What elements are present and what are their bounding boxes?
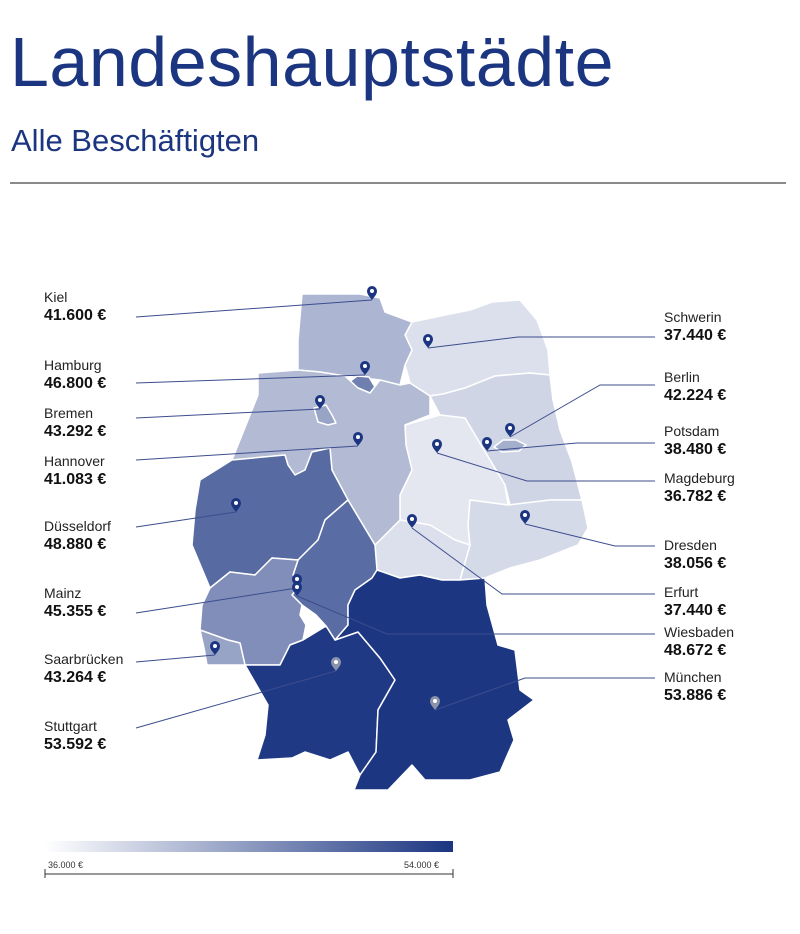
city-label-hannover: [44, 452, 194, 489]
city-value: 37.440 €: [664, 602, 727, 619]
city-name: Hamburg: [44, 357, 102, 373]
city-name: Stuttgart: [44, 718, 97, 734]
map-regions: [192, 294, 588, 790]
city-name: Hannover: [44, 453, 105, 469]
city-label-potsdam: [664, 422, 800, 459]
city-name: Dresden: [664, 537, 717, 553]
city-label-erfurt: [664, 583, 800, 620]
city-label-mainz: [44, 584, 194, 621]
city-name: Erfurt: [664, 584, 699, 600]
city-name: Potsdam: [664, 423, 720, 439]
city-value: 41.083 €: [44, 471, 107, 488]
city-value: 53.592 €: [44, 736, 107, 753]
city-name: Kiel: [44, 289, 68, 305]
city-label-dresden: [664, 536, 800, 573]
city-label-magdeburg: [664, 469, 800, 506]
city-name: Bremen: [44, 405, 94, 421]
city-value: 45.355 €: [44, 603, 107, 620]
city-label-schwerin: [664, 308, 800, 345]
city-label-muenchen: [664, 668, 800, 705]
city-label-kiel: [44, 288, 194, 325]
city-label-saarbruecken: [44, 650, 194, 687]
city-value: 42.224 €: [664, 387, 727, 404]
city-name: Mainz: [44, 585, 82, 601]
city-name: Wiesbaden: [664, 624, 735, 640]
city-label-hamburg: [44, 356, 194, 393]
city-name: Schwerin: [664, 309, 722, 325]
city-label-stuttgart: [44, 717, 194, 754]
legend-max-label: 54.000 €: [404, 860, 440, 870]
city-value: 43.292 €: [44, 423, 107, 440]
city-value: 36.782 €: [664, 488, 727, 505]
legend-min-label: 36.000 €: [48, 860, 84, 870]
city-name: München: [664, 669, 722, 685]
city-value: 41.600 €: [44, 307, 107, 324]
city-name: Düsseldorf: [44, 518, 111, 534]
city-label-duesseldorf: [44, 517, 194, 554]
city-value: 38.056 €: [664, 555, 727, 572]
city-value: 53.886 €: [664, 687, 727, 704]
city-name: Berlin: [664, 369, 700, 385]
page-subtitle: Alle Beschäftigten: [11, 123, 260, 158]
city-value: 38.480 €: [664, 441, 727, 458]
city-label-wiesbaden: [664, 623, 800, 660]
city-value: 37.440 €: [664, 327, 727, 344]
city-name: Saarbrücken: [44, 651, 124, 667]
color-scale-bar: [45, 841, 453, 852]
city-value: 48.672 €: [664, 642, 727, 659]
city-value: 46.800 €: [44, 375, 107, 392]
city-label-berlin: [664, 368, 800, 405]
city-value: 48.880 €: [44, 536, 107, 553]
page-title: Landeshauptstädte: [10, 23, 615, 101]
city-value: 43.264 €: [44, 669, 107, 686]
city-name: Magdeburg: [664, 470, 735, 486]
city-label-bremen: [44, 404, 194, 441]
